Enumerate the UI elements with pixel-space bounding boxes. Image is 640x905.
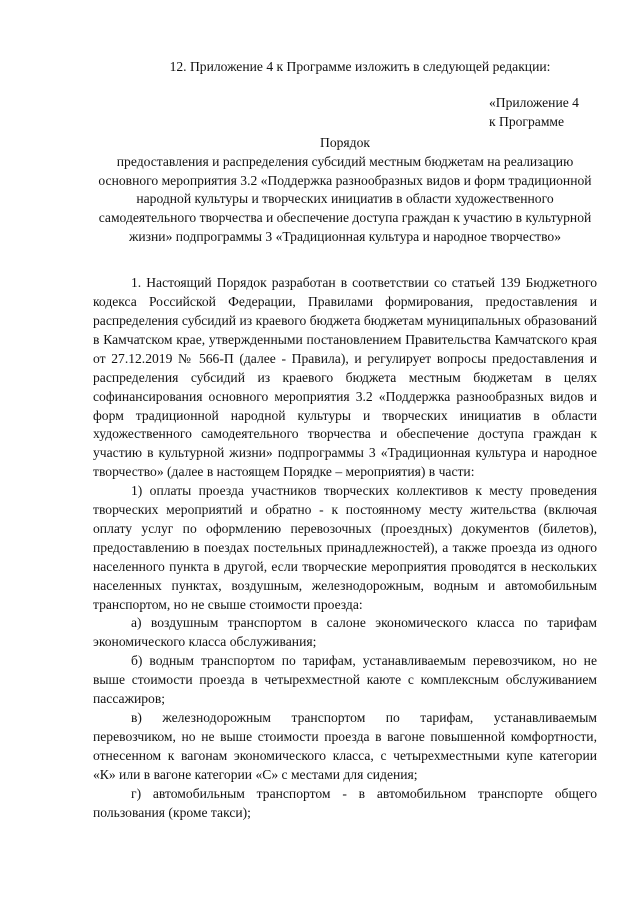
appendix-line-2: к Программе <box>489 113 565 129</box>
subitem-b: б) водным транспортом по тарифам, устанавливаемым перевозчиком, но не выше стоимости проезда в четырехместной каюте с комплексным обслуживанием пассажиров; <box>93 653 597 707</box>
appendix-reference <box>489 94 597 132</box>
title-body: предоставления и распределения субсидий местным бюджетам на реализацию основного мероприятия 3.2 «Поддержка разнообразных видов и форм традиционной народной культуры и творческих инициатив в области художественного самодеятельного творчества и обеспечение доступа граждан к участию в культурной жизни» подпрограммы 3 «Традиционная культура и народное творчество» <box>98 153 592 245</box>
document-body <box>93 274 597 822</box>
amendment-intro: 12. Приложение 4 к Программе изложить в следующей редакции: <box>169 59 551 74</box>
paragraph-1: 1. Настоящий Порядок разработан в соответствии со статьей 139 Бюджетного кодекса Российской Федерации, Правилами формирования, предоставления и распределения субсидий из краевого бюджета бюджетам муниципальных образований в Камчатском крае, утвержденными постановлением Правительства Камчатского края от 27.12.2019 № 566-П (далее - Правила), и регулирует вопросы предоставления и распределения субсидий из краевого бюджета местным бюджетам в целях софинансирования основного мероприятия 3.2 «Поддержка разнообразных видов и форм традиционной народной культуры и творческих инициатив в области художественного самодеятельного творчества и обеспечение доступа граждан к участию в культурной жизни» подпрограммы 3 «Традиционная культура и народное творчество» (далее в настоящем Порядке – мероприятия) в части: <box>93 275 597 480</box>
document-title <box>93 134 597 247</box>
paragraph-1-item-1: 1) оплаты проезда участников творческих коллективов к месту проведения творческих мероприятий и обратно - к постоянному месту жительства (включая оплату услуг по оформлению перевозочных (проездных) документов (билетов), предоставлению в поездах постельных принадлежностей), а также проезда из одного населенного пункта в другой, если творческие мероприятия проводятся в нескольких населенных пунктах, воздушным, железнодорожным, водным и автомобильным транспортом, но не свыше стоимости проезда: <box>93 483 597 612</box>
title-heading: Порядок <box>320 134 370 150</box>
appendix-line-1: «Приложение 4 <box>489 94 579 110</box>
subitem-v: в) железнодорожным транспортом по тарифам, устанавливаемым перевозчиком, но не выше стоимости проезда в вагоне повышенной комфортности, отнесенном к вагонам экономического класса, с четырехместными купе категории «К» или в вагоне категории «С» с местами для сидения; <box>93 710 597 782</box>
subitem-a: а) воздушным транспортом в салоне экономического класса по тарифам экономического класса обслуживания; <box>93 615 597 650</box>
document-page <box>93 58 597 822</box>
subitem-g: г) автомобильным транспортом - в автомобильном транспорте общего пользования (кроме такси); <box>93 785 597 820</box>
